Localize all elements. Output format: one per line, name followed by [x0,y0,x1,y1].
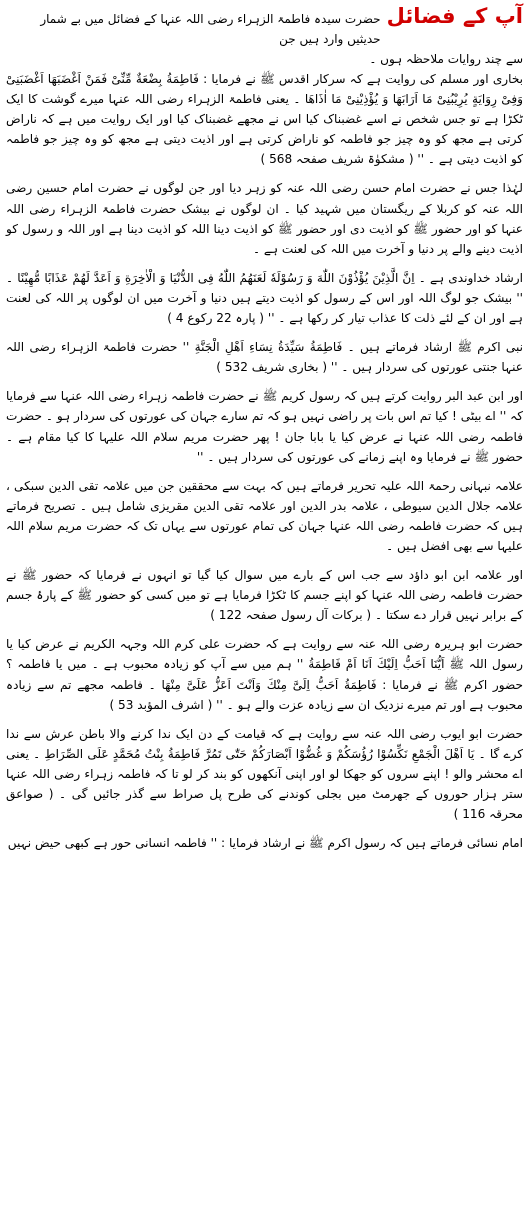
paragraph-abu-ayyub: حضرت ابو ایوب رضی اللہ عنہ سے روایت ہے کہ قیامت کے دن ایک ندا کرنے والا باطن عرش سے ندا کرے گا ۔ یَا اَهْلَ الْجَمْعِ نَكِّسُوْا رُؤُسَكُمْ وَ غُضُّوْا اَبْصَارَكُمْ حَتّٰی تَمُرَّ فَاطِمَةُ بِنْتُ مُحَمَّدٍ عَلَی الصِّرَاطِ ۔ یعنی اے محشر والو ! اپنے سروں کو جھکا لو اور اپنی آنکھوں کو بند کر لو تا کہ فاطمہ زہراء رضی اللہ عنہا ستر ہزار حوروں کے جھرمٹ میں بجلی کوندنے کی طرح پل صراط سے گذر جائیں گی ۔ ( صواعق محرقہ 116 ) [6,726,523,822]
paragraph-bukhari-muslim: بخاری اور مسلم کی روایت ہے کہ سرکار اقدس ﷺ نے فرمایا : فَاطِمَةُ بِضْعَةٌ مِّنِّیْ فَمَنْ اَغْضَبَهَا اَغْضَبَنِیْ وَفِیْ رِوَایَةٍ یُرِیْبُنِیْ مَا اَرَابَهَا وَ یُؤْذِیْنِیْ مَا اٰذَاهَا ۔ یعنی فاطمۃ الزہراء رضی اللہ عنہا میرے گوشت کا ایک ٹکڑا ہے تو جس شخص نے اسے غضبناک کیا اس نے مجھے غضبناک کیا اور ایک روایت میں ہے کہ ناراض کرتی ہے مجھ کو وہ چیز جو فاطمہ کو ناراض کرتی ہے اور اذیت دیتی ہے مجھ کو وہ چیز جو فاطمہ کو اذیت دیتی ہے ۔ '' ( مشکوٰۃ شریف صفحہ 568 ) [6,72,523,167]
paragraph-ibn-abdul-barr: اور ابن عبد البر روایت کرتے ہیں کہ رسول کریم ﷺ نے حضرت فاطمہ زہراء رضی اللہ عنہا سے فرمایا کہ '' اے بیٹی ! کیا تم اس بات پر راضی نہیں ہو کہ تم سارے جہان کی عورتوں کی سردار ہو ۔ حضرت فاطمہ رضی اللہ عنہا نے عرض کیا یا بابا جان ! پھر حضرت مریم سلام اللہ علیہا کا کیا مقام ہے ۔ حضور ﷺ نے فرمایا وہ اپنے زمانے کی عورتوں کی سردار ہیں ۔ '' [6,389,523,464]
intro-text-line-1: حضرت سیدہ فاطمۃ الزہراء رضی اللہ عنہا کے فضائل میں بے شمار حدیثیں وارد ہیں جن [40,12,381,46]
paragraph-quran-verse: ارشاد خداوندی ہے ۔ اِنَّ الَّذِیْنَ یُؤْذُوْنَ اللّٰهَ وَ رَسُوْلَهٗ لَعَنَهُمُ اللّٰهُ فِی الدُّنْیَا وَ الْاٰخِرَةِ وَ اَعَدَّ لَهُمْ عَذَابًا مُّهِیْنًا ۔ '' بیشک جو لوگ اللہ اور اس کے رسول کو اذیت دیتے ہیں دنیا و آخرت میں ان لوگوں پر اللہ کی لعنت ہے اور ان کے لئے ذلت کا عذاب تیار کر رکھا ہے ۔ '' ( پارہ 22 رکوع 4 ) [6,270,523,326]
paragraph-imam-hasan-husain: لہٰذا جس نے حضرت امام حسن رضی اللہ عنہ کو زہر دیا اور جن لوگوں نے حضرت امام حسین رضی اللہ عنہ کو کربلا کے ریگستان میں شہید کیا ۔ ان لوگوں نے بیشک حضرت فاطمۃ الزہراء رضی اللہ عنہا کو اور حضور ﷺ کو اذیت دی اور حضور ﷺ کو اذیت دینا اللہ کو اذیت دینا ہے اور اللہ و رسول کو اذیت دینے والے پر دنیا و آخرت میں اللہ کی لعنت ہے ۔ [6,181,523,256]
paragraph-sayyidat-nisa: نبی اکرم ﷺ ارشاد فرماتے ہیں ۔ فَاطِمَةُ سَیِّدَةُ نِسَاءِ اَهْلِ الْجَنَّةِ '' حضرت فاطمۃ الزہراء رضی اللہ عنہا جنتی عورتوں کی سردار ہیں ۔ '' ( بخاری شریف 532 ) [6,340,523,375]
heading-line [6,4,523,49]
page-title: آپ کے فضائل [386,4,523,28]
paragraph-ibn-abu-dawud: اور علامہ ابن ابو داؤد سے جب اس کے بارے میں سوال کیا گیا تو انہوں نے فرمایا کہ حضور ﷺ نے حضرت فاطمہ رضی اللہ عنہا کو اپنے جسم کا ٹکڑا فرمایا ہے تو میں کسی کو حضور ﷺ کے پارۂ جسم کے برابر نہیں قرار دے سکتا ۔ ( برکات آل رسول صفحہ 122 ) [6,568,523,623]
intro-text-line-2: سے چند روایات ملاحظہ ہوں ۔ [369,52,523,66]
paragraph-allama-nabhani: علامہ نبہانی رحمۃ اللہ علیہ تحریر فرماتے ہیں کہ بہت سے محققین جن میں علامہ تقی الدین سبکی ، علامہ جلال الدین سیوطی ، علامہ بدر الدین اور علامہ تقی الدین مقریزی شامل ہیں ۔ تصریح فرماتے ہیں کہ حضرت فاطمہ رضی اللہ عنہا جہان کی تمام عورتوں سے یہاں تک کہ حضرت مریم سلام اللہ علیہا سے بھی افضل ہیں ۔ [6,478,523,553]
paragraph-abu-hurairah: حضرت ابو ہریرہ رضی اللہ عنہ سے روایت ہے کہ حضرت علی کرم اللہ وجہہ الکریم نے عرض کیا یا رسول اللہ ﷺ اَیُّنَا اَحَبُّ اِلَیْكَ اَنَا اَمْ فَاطِمَةُ '' ہم میں سے آپ کو زیادہ محبوب ہے ۔ میں یا فاطمہ ؟ حضور اکرم ﷺ نے فرمایا : فَاطِمَةُ اَحَبُّ اِلَیَّ مِنْكَ وَاَنْتَ اَعَزُّ عَلَیَّ مِنْهَا ۔ فاطمہ مجھے تم سے زیادہ محبوب ہے اور تم میرے نزدیک ان سے زیادہ عزت والے ہو ۔ '' ( اشرف المؤبد 53 ) [6,637,523,712]
paragraph-imam-nasai: امام نسائی فرماتے ہیں کہ رسول اکرم ﷺ نے ارشاد فرمایا : '' فاطمہ انسانی حور ہے کبھی حیض نہیں [7,836,523,851]
